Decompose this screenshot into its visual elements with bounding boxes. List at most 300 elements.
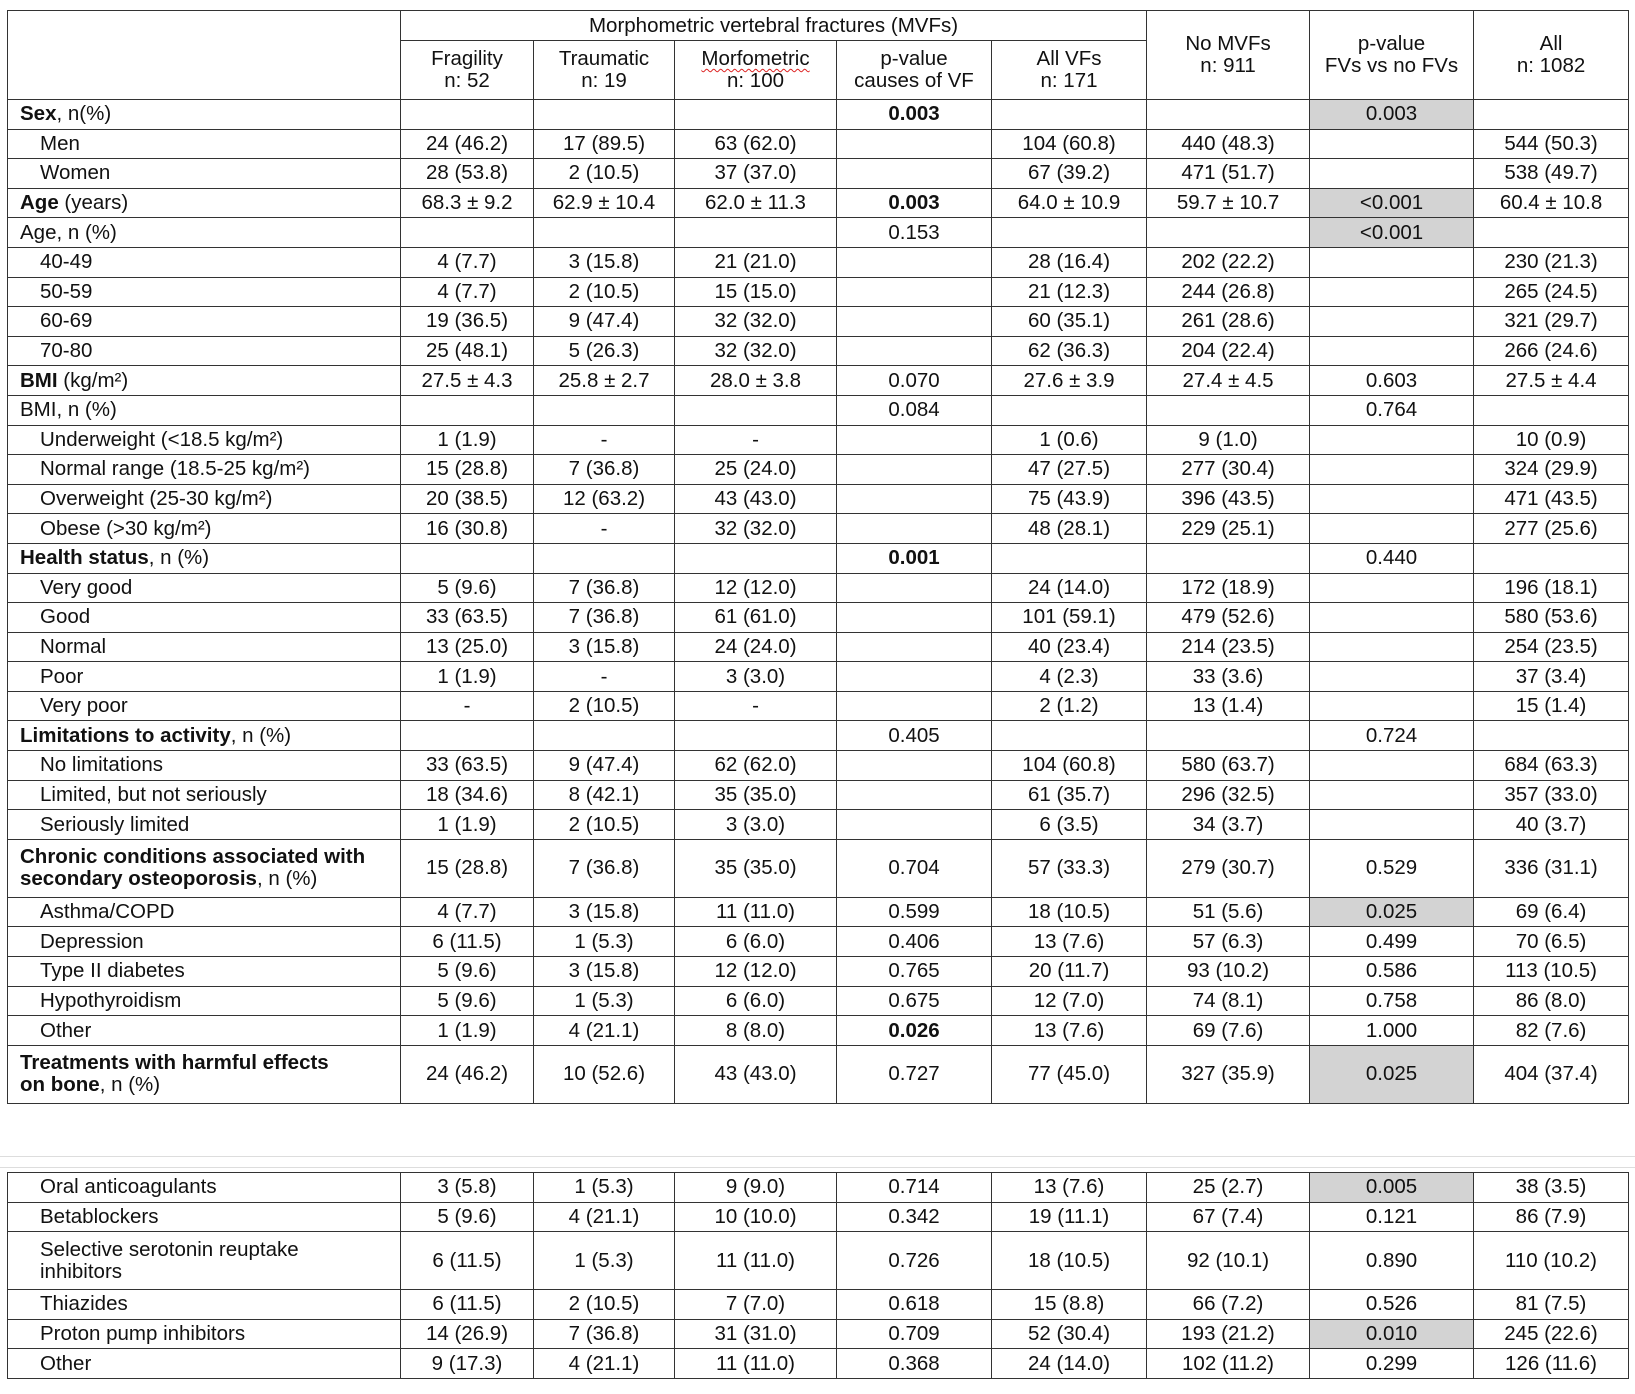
table-cell: 20 (38.5) (401, 484, 534, 514)
header-col-all: All n: 1082 (1474, 11, 1629, 100)
table-cell: - (675, 691, 837, 721)
table-cell (675, 395, 837, 425)
table-cell: 104 (60.8) (992, 751, 1147, 781)
table-cell: 0.003 (837, 100, 992, 130)
header-col-pvalue-causes: p-value causes of VF (837, 41, 992, 100)
row-label-rest: (years) (58, 191, 129, 215)
table-cell (837, 632, 992, 662)
table-cell: 57 (33.3) (992, 839, 1147, 897)
header-col-pvalue-fvs: p-value FVs vs no FVs (1310, 11, 1474, 100)
table-cell: 33 (63.5) (401, 603, 534, 633)
table-cell: 538 (49.7) (1474, 159, 1629, 189)
table-cell: 27.5 ± 4.4 (1474, 366, 1629, 396)
table-cell (1310, 159, 1474, 189)
row-label-bold: BMI (20, 368, 58, 392)
row-label (8, 218, 401, 248)
table-cell: 43 (43.0) (675, 484, 837, 514)
table-cell: 321 (29.7) (1474, 307, 1629, 337)
table-cell: 69 (6.4) (1474, 897, 1629, 927)
table-break (0, 1156, 1635, 1168)
table-cell: 6 (11.5) (401, 927, 534, 957)
row-label (8, 100, 401, 130)
table-cell (837, 573, 992, 603)
table-cell: - (675, 425, 837, 455)
table-cell: 580 (63.7) (1147, 751, 1310, 781)
table-cell: 0.675 (837, 986, 992, 1016)
table-cell: 86 (7.9) (1474, 1202, 1629, 1232)
table-cell: 40 (3.7) (1474, 810, 1629, 840)
table-cell: - (401, 691, 534, 721)
table-cell: 61 (61.0) (675, 603, 837, 633)
table-cell: 5 (9.6) (401, 986, 534, 1016)
table-cell: 0.026 (837, 1016, 992, 1046)
table-cell: 5 (26.3) (534, 336, 675, 366)
row-label-text: Women (40, 161, 111, 185)
table-cell (534, 100, 675, 130)
table-cell: 6 (6.0) (675, 986, 837, 1016)
table-cell: 0.025 (1310, 1045, 1474, 1103)
row-label-bold: Limitations to activity (20, 723, 231, 747)
table-cell (992, 543, 1147, 573)
table-cell: 13 (25.0) (401, 632, 534, 662)
row-label (8, 957, 401, 987)
table-row (8, 1202, 1629, 1232)
table-cell: 59.7 ± 10.7 (1147, 188, 1310, 218)
header-col-no-mvfs: No MVFs n: 911 (1147, 11, 1310, 100)
table-cell (992, 100, 1147, 130)
table-cell: 75 (43.9) (992, 484, 1147, 514)
table-cell: 0.003 (1310, 100, 1474, 130)
table-cell: 2 (10.5) (534, 277, 675, 307)
table-cell: 265 (24.5) (1474, 277, 1629, 307)
table-cell: 0.704 (837, 839, 992, 897)
table-cell: 254 (23.5) (1474, 632, 1629, 662)
table-cell: 15 (8.8) (992, 1290, 1147, 1320)
table-cell: 48 (28.1) (992, 514, 1147, 544)
table-cell (837, 691, 992, 721)
table-cell: 92 (10.1) (1147, 1232, 1310, 1290)
table-row (8, 1045, 1629, 1103)
table-cell: 0.618 (837, 1290, 992, 1320)
table-cell (1147, 218, 1310, 248)
table-cell: 471 (51.7) (1147, 159, 1310, 189)
table-cell (1310, 603, 1474, 633)
table-cell: 68.3 ± 9.2 (401, 188, 534, 218)
table-cell: 4 (21.1) (534, 1016, 675, 1046)
row-label-rest: , n (%) (99, 1073, 161, 1097)
table-cell (1310, 691, 1474, 721)
row-label-text: Other (40, 1018, 92, 1042)
table-cell: 104 (60.8) (992, 129, 1147, 159)
table-cell: 19 (36.5) (401, 307, 534, 337)
table-cell: 7 (36.8) (534, 573, 675, 603)
row-label (8, 751, 401, 781)
table-cell: 15 (28.8) (401, 839, 534, 897)
row-label-text: Normal range (18.5-25 kg/m²) (40, 457, 311, 481)
table-cell: 67 (7.4) (1147, 1202, 1310, 1232)
table-cell (837, 662, 992, 692)
row-label (8, 662, 401, 692)
table-cell: 28 (16.4) (992, 247, 1147, 277)
table-cell (534, 395, 675, 425)
table-cell: - (534, 514, 675, 544)
table-cell (1310, 307, 1474, 337)
table-cell (1310, 129, 1474, 159)
table-cell: 4 (7.7) (401, 247, 534, 277)
table-cell: 324 (29.9) (1474, 455, 1629, 485)
table-row (8, 721, 1629, 751)
row-label-bold: secondary osteoporosis (20, 867, 257, 891)
row-label-text: Betablockers (40, 1204, 159, 1228)
row-label (8, 307, 401, 337)
table-cell: 172 (18.9) (1147, 573, 1310, 603)
table-cell: 0.440 (1310, 543, 1474, 573)
table-cell: 8 (8.0) (675, 1016, 837, 1046)
header-col-all-vfs: All VFs n: 171 (992, 41, 1147, 100)
table-cell (837, 780, 992, 810)
table-cell: 1 (1.9) (401, 810, 534, 840)
table-cell: 40 (23.4) (992, 632, 1147, 662)
row-label (8, 839, 401, 897)
table-cell: 2 (10.5) (534, 1290, 675, 1320)
table-row (8, 751, 1629, 781)
table-cell: 1 (5.3) (534, 1232, 675, 1290)
row-label-rest: (kg/m²) (57, 368, 129, 392)
table-cell (1147, 721, 1310, 751)
table-cell: 63 (62.0) (675, 129, 837, 159)
table-cell (1310, 247, 1474, 277)
table-cell: 24 (24.0) (675, 632, 837, 662)
table-cell: 12 (12.0) (675, 573, 837, 603)
table-cell: 27.5 ± 4.3 (401, 366, 534, 396)
table-cell: 15 (15.0) (675, 277, 837, 307)
table-cell (837, 455, 992, 485)
table-cell: 0.764 (1310, 395, 1474, 425)
table-cell: 0.586 (1310, 957, 1474, 987)
table-cell (401, 218, 534, 248)
header-col-morfometric: Morfometric n: 100 (675, 41, 837, 100)
table-cell: 204 (22.4) (1147, 336, 1310, 366)
table-cell (1310, 780, 1474, 810)
table-cell: 3 (15.8) (534, 247, 675, 277)
table-row (8, 1319, 1629, 1349)
table-cell: 0.529 (1310, 839, 1474, 897)
table-cell: 69 (7.6) (1147, 1016, 1310, 1046)
table-cell: 110 (10.2) (1474, 1232, 1629, 1290)
table-cell: 266 (24.6) (1474, 336, 1629, 366)
table-cell: 1 (1.9) (401, 425, 534, 455)
table-cell: 27.6 ± 3.9 (992, 366, 1147, 396)
table-cell: 61 (35.7) (992, 780, 1147, 810)
table-cell (837, 129, 992, 159)
row-label (8, 573, 401, 603)
table-cell: 0.153 (837, 218, 992, 248)
table-cell: 13 (7.6) (992, 927, 1147, 957)
table-cell: 1 (5.3) (534, 927, 675, 957)
table-cell: <0.001 (1310, 188, 1474, 218)
table-cell: 17 (89.5) (534, 129, 675, 159)
table-cell: 25 (2.7) (1147, 1173, 1310, 1203)
row-label-text: Normal (40, 634, 107, 658)
row-label (8, 632, 401, 662)
table-cell: 327 (35.9) (1147, 1045, 1310, 1103)
table-cell: 357 (33.0) (1474, 780, 1629, 810)
table-cell: 93 (10.2) (1147, 957, 1310, 987)
row-label-text: Good (40, 605, 91, 629)
table-cell: 336 (31.1) (1474, 839, 1629, 897)
table-row (8, 366, 1629, 396)
table-cell: <0.001 (1310, 218, 1474, 248)
table-cell: 35 (35.0) (675, 780, 837, 810)
row-label-bold: on bone (20, 1073, 100, 1097)
table-cell (1310, 425, 1474, 455)
table-cell: 544 (50.3) (1474, 129, 1629, 159)
table-row (8, 514, 1629, 544)
table-row (8, 247, 1629, 277)
table-cell: - (534, 425, 675, 455)
table-cell (534, 721, 675, 751)
table-cell (837, 603, 992, 633)
table-cell: 126 (11.6) (1474, 1349, 1629, 1379)
row-label-text: Limited, but not seriously (40, 782, 267, 806)
table-cell (675, 100, 837, 130)
row-label-text: Proton pump inhibitors (40, 1322, 246, 1346)
table-cell: 13 (7.6) (992, 1016, 1147, 1046)
table-cell (1310, 810, 1474, 840)
table-cell: 1 (5.3) (534, 986, 675, 1016)
row-label-text: 60-69 (40, 309, 93, 333)
table-cell (1310, 751, 1474, 781)
table-cell: 214 (23.5) (1147, 632, 1310, 662)
table-cell: 10 (0.9) (1474, 425, 1629, 455)
row-label (8, 425, 401, 455)
table-cell: 4 (7.7) (401, 277, 534, 307)
table-cell: 77 (45.0) (992, 1045, 1147, 1103)
table-cell (401, 721, 534, 751)
treatments-table (7, 1172, 1629, 1379)
table-row (8, 810, 1629, 840)
table-cell: 5 (9.6) (401, 1202, 534, 1232)
row-label-text: Poor (40, 664, 84, 688)
table-cell (534, 218, 675, 248)
table-cell: 27.4 ± 4.5 (1147, 366, 1310, 396)
table-cell: 0.726 (837, 1232, 992, 1290)
table-cell: 2 (10.5) (534, 159, 675, 189)
row-label-text: 70-80 (40, 339, 93, 363)
table-cell: 7 (7.0) (675, 1290, 837, 1320)
table-cell: 52 (30.4) (992, 1319, 1147, 1349)
table-cell: 0.758 (1310, 986, 1474, 1016)
table-cell: 3 (5.8) (401, 1173, 534, 1203)
table-cell (401, 100, 534, 130)
table-cell (1474, 721, 1629, 751)
table-cell: 20 (11.7) (992, 957, 1147, 987)
table-cell: 0.121 (1310, 1202, 1474, 1232)
table-cell: 0.603 (1310, 366, 1474, 396)
table-cell: 60.4 ± 10.8 (1474, 188, 1629, 218)
table-cell: 471 (43.5) (1474, 484, 1629, 514)
table-cell: 12 (63.2) (534, 484, 675, 514)
table-row (8, 484, 1629, 514)
row-label (8, 395, 401, 425)
table-cell: 81 (7.5) (1474, 1290, 1629, 1320)
table-cell: 7 (36.8) (534, 839, 675, 897)
table-cell: 196 (18.1) (1474, 573, 1629, 603)
table-cell (1310, 573, 1474, 603)
table-cell (1147, 100, 1310, 130)
table-cell (1310, 336, 1474, 366)
table-row (8, 1016, 1629, 1046)
table-cell: 70 (6.5) (1474, 927, 1629, 957)
table-cell: 24 (46.2) (401, 1045, 534, 1103)
table-cell: 0.001 (837, 543, 992, 573)
table-cell: 82 (7.6) (1474, 1016, 1629, 1046)
table-cell: 102 (11.2) (1147, 1349, 1310, 1379)
table-cell (1474, 543, 1629, 573)
row-label-rest: , n(%) (56, 102, 112, 126)
table-cell (1310, 455, 1474, 485)
table-cell: 16 (30.8) (401, 514, 534, 544)
table-cell: 15 (1.4) (1474, 691, 1629, 721)
row-label-text: 50-59 (40, 279, 93, 303)
table-cell (1474, 395, 1629, 425)
table-cell (837, 336, 992, 366)
table-cell (992, 721, 1147, 751)
table-cell: 0.342 (837, 1202, 992, 1232)
table-cell: 47 (27.5) (992, 455, 1147, 485)
row-label-rest: , n (%) (230, 723, 292, 747)
row-label-text: Very poor (40, 694, 128, 718)
table-cell: 6 (11.5) (401, 1290, 534, 1320)
table-cell (675, 218, 837, 248)
row-label-text: BMI, n (%) (20, 398, 117, 422)
table-cell: 43 (43.0) (675, 1045, 837, 1103)
table-cell (1474, 100, 1629, 130)
table-cell: 10 (52.6) (534, 1045, 675, 1103)
table-cell: 11 (11.0) (675, 1349, 837, 1379)
table-cell: 24 (46.2) (401, 129, 534, 159)
table-cell: 440 (48.3) (1147, 129, 1310, 159)
row-label (8, 129, 401, 159)
table-cell: 277 (25.6) (1474, 514, 1629, 544)
table-cell (992, 218, 1147, 248)
table-row (8, 395, 1629, 425)
table-cell: 51 (5.6) (1147, 897, 1310, 927)
table-cell: 0.010 (1310, 1319, 1474, 1349)
row-label (8, 986, 401, 1016)
row-label-rest: , n (%) (148, 546, 210, 570)
table-cell: 60 (35.1) (992, 307, 1147, 337)
row-label (8, 721, 401, 751)
row-label (8, 927, 401, 957)
table-cell: 24 (14.0) (992, 1349, 1147, 1379)
row-label-text: Asthma/COPD (40, 900, 175, 924)
table-cell: 31 (31.0) (675, 1319, 837, 1349)
row-label (8, 1290, 401, 1320)
table-cell: 6 (11.5) (401, 1232, 534, 1290)
table-cell: 74 (8.1) (1147, 986, 1310, 1016)
row-label (8, 455, 401, 485)
table-cell: 113 (10.5) (1474, 957, 1629, 987)
row-label-bold: Age (20, 191, 59, 215)
table-cell: 101 (59.1) (992, 603, 1147, 633)
row-label-rest: , n (%) (256, 867, 318, 891)
table-cell: 5 (9.6) (401, 573, 534, 603)
row-label-bold: Sex (20, 102, 57, 126)
table-cell: 62.0 ± 11.3 (675, 188, 837, 218)
row-label (8, 1045, 401, 1103)
table-cell: 5 (9.6) (401, 957, 534, 987)
row-label-bold: Treatments with harmful effects (20, 1051, 329, 1075)
table-cell: 3 (15.8) (534, 897, 675, 927)
table-row (8, 573, 1629, 603)
table-cell: 0.599 (837, 897, 992, 927)
table-cell (675, 543, 837, 573)
table-cell (837, 247, 992, 277)
table-cell: 32 (32.0) (675, 336, 837, 366)
table-cell: 0.714 (837, 1173, 992, 1203)
table-cell (1310, 632, 1474, 662)
table-cell (534, 543, 675, 573)
table-cell: 25 (24.0) (675, 455, 837, 485)
table-cell: 14 (26.9) (401, 1319, 534, 1349)
table-row (8, 159, 1629, 189)
row-label-text: Thiazides (40, 1292, 128, 1316)
table-cell (1147, 543, 1310, 573)
table-cell: 404 (37.4) (1474, 1045, 1629, 1103)
row-label (8, 1202, 401, 1232)
row-label (8, 336, 401, 366)
table-cell: 229 (25.1) (1147, 514, 1310, 544)
table-cell: 9 (17.3) (401, 1349, 534, 1379)
table-cell: 4 (2.3) (992, 662, 1147, 692)
table-cell: 0.724 (1310, 721, 1474, 751)
table-cell: 245 (22.6) (1474, 1319, 1629, 1349)
table-cell: 19 (11.1) (992, 1202, 1147, 1232)
table-cell: 66 (7.2) (1147, 1290, 1310, 1320)
characteristics-table (7, 10, 1629, 1104)
table-cell: 279 (30.7) (1147, 839, 1310, 897)
header-blank-cell (8, 11, 401, 100)
row-label-text: 40-49 (40, 250, 93, 274)
table-cell: 18 (10.5) (992, 897, 1147, 927)
table-cell: 0.070 (837, 366, 992, 396)
table-cell: 1 (0.6) (992, 425, 1147, 455)
table-cell: 28.0 ± 3.8 (675, 366, 837, 396)
row-label-text: Very good (40, 575, 133, 599)
table-cell: 28 (53.8) (401, 159, 534, 189)
table-cell: 193 (21.2) (1147, 1319, 1310, 1349)
table-cell (837, 307, 992, 337)
table-cell: 9 (47.4) (534, 751, 675, 781)
table-cell: 62 (62.0) (675, 751, 837, 781)
row-label (8, 277, 401, 307)
row-label (8, 810, 401, 840)
table-cell: 3 (15.8) (534, 632, 675, 662)
table-row (8, 336, 1629, 366)
table-cell (837, 277, 992, 307)
row-label (8, 897, 401, 927)
table-cell (1310, 277, 1474, 307)
table-cell: 2 (1.2) (992, 691, 1147, 721)
table-cell: 244 (26.8) (1147, 277, 1310, 307)
table-row (8, 1290, 1629, 1320)
table-row (8, 100, 1629, 130)
table-cell: 64.0 ± 10.9 (992, 188, 1147, 218)
table-cell: 6 (3.5) (992, 810, 1147, 840)
table-cell: 7 (36.8) (534, 603, 675, 633)
row-label (8, 1349, 401, 1379)
